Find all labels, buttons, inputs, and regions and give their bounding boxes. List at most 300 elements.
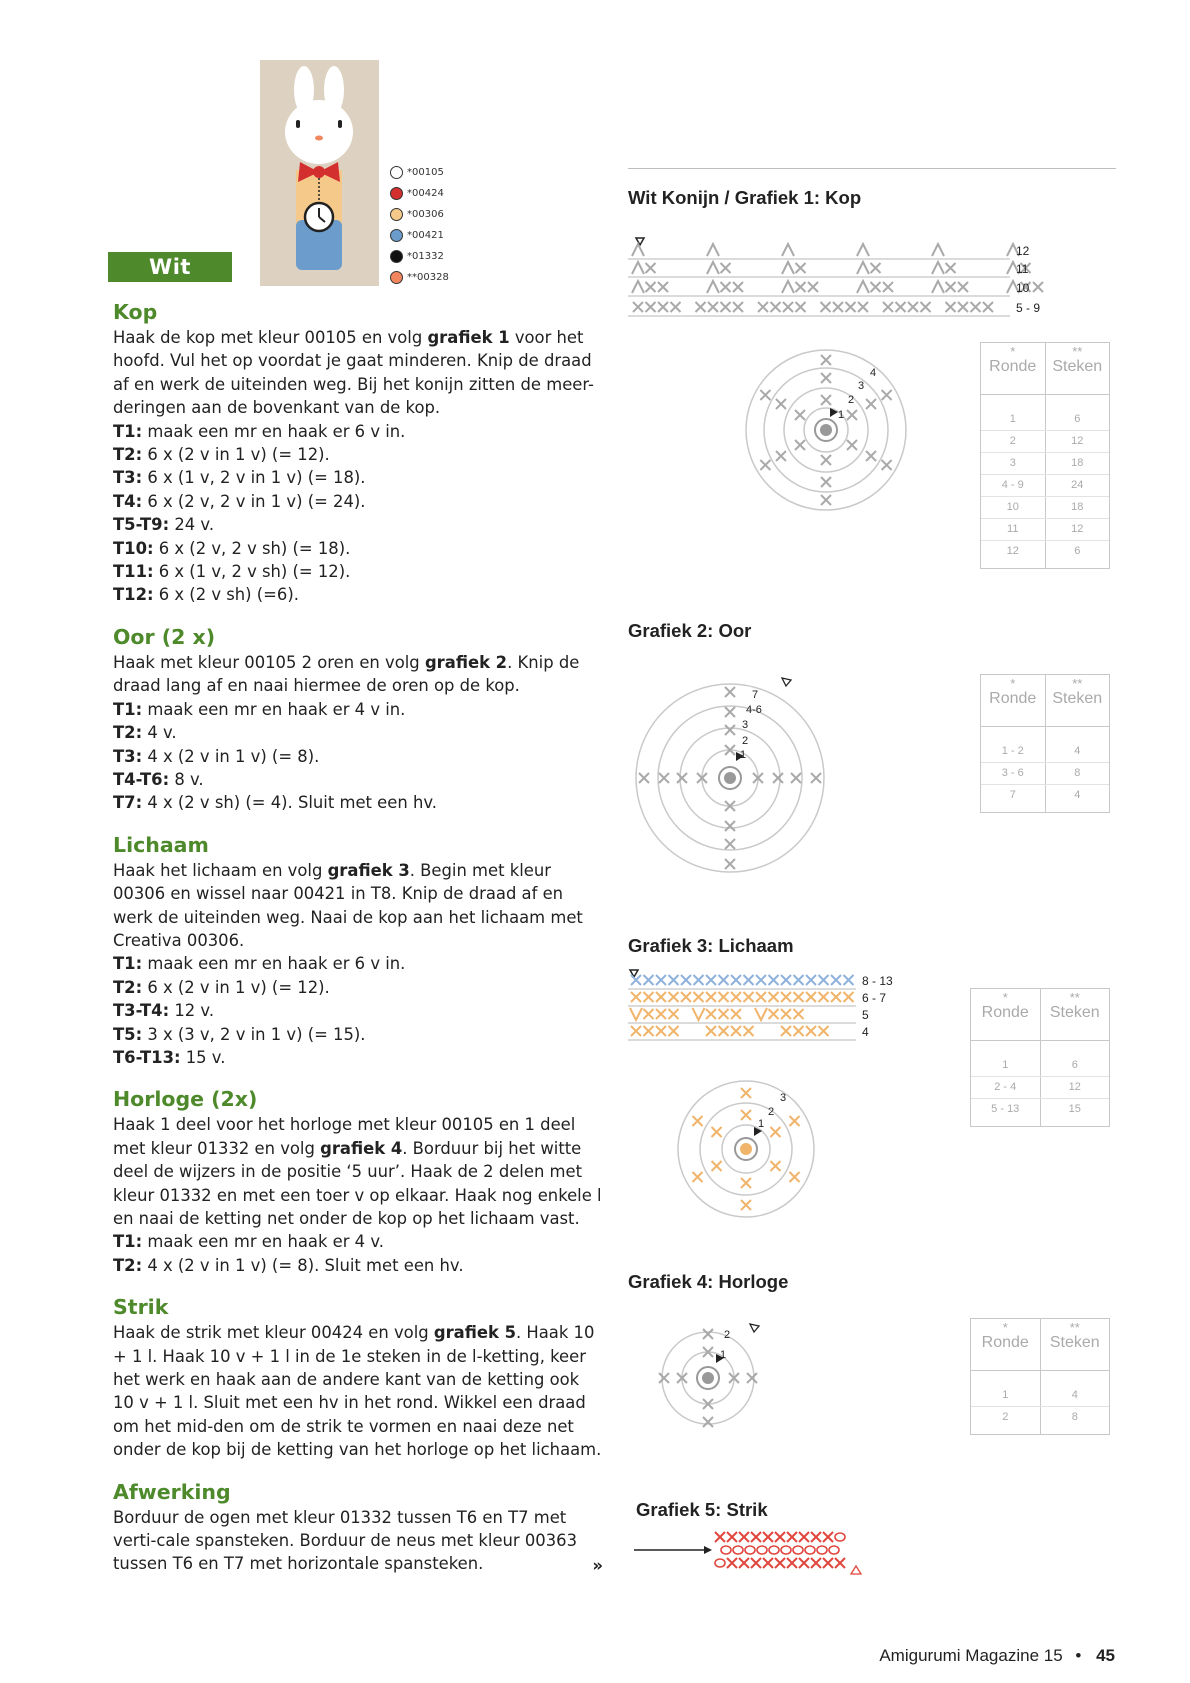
single-crochet-mark — [671, 302, 681, 312]
decrease-mark — [782, 262, 794, 274]
graph4-round-chart — [652, 1318, 782, 1438]
single-crochet-mark — [958, 302, 968, 312]
decrease-mark — [632, 281, 644, 293]
round-label: T2: — [113, 1255, 143, 1275]
section-heading: Kop — [113, 300, 158, 324]
single-crochet-mark — [806, 1026, 816, 1036]
graph-reference: grafiek 1 — [427, 328, 510, 347]
table-header — [981, 675, 1109, 727]
decrease-mark — [707, 262, 719, 274]
single-crochet-mark — [739, 1558, 749, 1568]
round-instruction — [113, 443, 603, 466]
section-horloge — [113, 1085, 603, 1277]
row-label: 4 — [870, 367, 877, 379]
table-spacer — [971, 1120, 1109, 1126]
table-spacer — [981, 806, 1109, 812]
table-cell: 12 — [1045, 431, 1110, 452]
single-crochet-mark — [787, 1532, 797, 1542]
single-crochet-mark — [775, 1558, 785, 1568]
round-instruction — [113, 791, 603, 814]
single-crochet-mark — [681, 992, 691, 1002]
single-crochet-mark — [760, 390, 770, 400]
single-crochet-mark — [819, 1026, 829, 1036]
header-label: Ronde — [989, 358, 1037, 375]
row-label: 3 — [742, 719, 749, 731]
single-crochet-mark — [821, 455, 831, 465]
single-crochet-mark — [882, 390, 892, 400]
legend-code: *00424 — [407, 188, 444, 199]
single-crochet-mark — [725, 839, 735, 849]
single-crochet-mark — [770, 1161, 780, 1171]
single-crochet-mark — [727, 1558, 737, 1568]
single-crochet-mark — [706, 992, 716, 1002]
page-number: 45 — [1096, 1646, 1115, 1665]
table-header — [971, 989, 1109, 1041]
single-crochet-mark — [744, 992, 754, 1002]
table-row — [981, 474, 1109, 496]
legend-code: *00105 — [407, 167, 444, 178]
chain-mark — [805, 1546, 815, 1554]
single-crochet-mark — [794, 1009, 804, 1019]
section-heading: Afwerking — [113, 1479, 231, 1504]
table-row — [971, 1098, 1109, 1120]
table-cell: 6 — [1045, 541, 1110, 562]
single-crochet-mark — [771, 302, 781, 312]
single-crochet-mark — [656, 992, 666, 1002]
row-label: 2 — [848, 394, 855, 406]
single-crochet-mark — [633, 302, 643, 312]
row-label: 2 — [768, 1106, 775, 1118]
single-crochet-mark — [806, 975, 816, 985]
table-cell: 1 — [1002, 1059, 1009, 1071]
single-crochet-mark — [747, 1373, 757, 1383]
graph3-title: Grafiek 3: Lichaam — [628, 935, 794, 956]
round-instruction — [113, 583, 603, 606]
single-crochet-mark — [731, 975, 741, 985]
single-crochet-mark — [769, 1009, 779, 1019]
intro-text: Haak 1 deel voor het horloge met kleur 00105 en 1 deel met kleur 01332 en volg — [113, 1115, 576, 1158]
single-crochet-mark — [769, 975, 779, 985]
single-crochet-mark — [741, 1178, 751, 1188]
table-header — [971, 1319, 1109, 1371]
single-crochet-mark — [871, 282, 881, 292]
round-instruction — [113, 1023, 603, 1046]
decrease-mark — [782, 244, 794, 256]
table-cell: 4 — [1045, 741, 1110, 762]
intro-text: Haak met kleur 00105 2 oren en volg — [113, 652, 425, 672]
table-cell: 12 — [1006, 545, 1019, 557]
table-cell: 11 — [1007, 523, 1019, 535]
round-instruction — [113, 490, 603, 513]
section-heading: Horloge (2x) — [113, 1087, 258, 1112]
row-label: 4-6 — [746, 704, 762, 716]
section-intro — [113, 326, 603, 420]
section-lichaam — [113, 831, 603, 1070]
single-crochet-mark — [946, 282, 956, 292]
row-label: 1 — [740, 749, 747, 761]
single-crochet-mark — [681, 975, 691, 985]
page-title: Wit konijn — [108, 252, 232, 282]
single-crochet-mark — [725, 687, 735, 697]
legend-code: **00328 — [407, 272, 449, 283]
round-instruction — [113, 1046, 603, 1069]
increase-mark — [630, 1008, 642, 1020]
section-intro — [113, 1113, 603, 1230]
single-crochet-mark — [819, 992, 829, 1002]
single-crochet-mark — [758, 302, 768, 312]
row-label: 2 — [742, 735, 749, 747]
single-crochet-mark — [751, 1532, 761, 1542]
table-cell: 4 — [1040, 1385, 1110, 1406]
single-crochet-mark — [725, 821, 735, 831]
single-crochet-mark — [669, 992, 679, 1002]
single-crochet-mark — [799, 1532, 809, 1542]
single-crochet-mark — [823, 1558, 833, 1568]
single-crochet-mark — [725, 859, 735, 869]
round-instruction — [113, 721, 603, 744]
table-row — [981, 496, 1109, 518]
round-label: T3: — [113, 746, 143, 766]
round-label: T1: — [113, 421, 143, 441]
header-star: ** — [1072, 344, 1083, 359]
single-crochet-mark — [871, 263, 881, 273]
row-label: 12 — [1016, 244, 1030, 258]
round-instruction — [113, 513, 603, 536]
column-header — [971, 1319, 1040, 1370]
single-crochet-mark — [808, 282, 818, 292]
single-crochet-mark — [781, 992, 791, 1002]
section-strik — [113, 1293, 603, 1461]
graph4-table — [970, 1318, 1110, 1435]
round-label: T1: — [113, 699, 143, 719]
round-label: T11: — [113, 562, 154, 582]
color-swatch-icon — [390, 250, 403, 263]
intro-text: voor het hoofd. Vul het op voordat je gaat minderen. Knip de draad af en werk de uiteinden weg. Bij het konijn zitten de meer-deringen aan de bovenkant van de kop. — [113, 328, 594, 418]
graph5-chart — [634, 1528, 874, 1584]
table-cell: 18 — [1045, 497, 1110, 518]
single-crochet-mark — [794, 992, 804, 1002]
single-crochet-mark — [794, 975, 804, 985]
single-crochet-mark — [725, 725, 735, 735]
end-marker-icon — [851, 1566, 861, 1574]
row-label: 5 — [862, 1008, 869, 1022]
single-crochet-mark — [719, 1009, 729, 1019]
section-intro — [113, 859, 603, 953]
single-crochet-mark — [806, 992, 816, 1002]
chain-mark — [835, 1533, 845, 1541]
table-row — [981, 540, 1109, 562]
top-divider — [628, 168, 1116, 169]
single-crochet-mark — [789, 1116, 799, 1126]
table-row — [971, 1406, 1109, 1428]
single-crochet-mark — [796, 282, 806, 292]
column-header — [1045, 343, 1110, 394]
round-text: maak een mr en haak er 6 v in. — [142, 954, 406, 974]
table-cell: 24 — [1045, 475, 1110, 496]
single-crochet-mark — [946, 263, 956, 273]
single-crochet-mark — [696, 302, 706, 312]
column-header — [981, 343, 1045, 394]
round-label: T1: — [113, 954, 143, 974]
round-instruction — [113, 768, 603, 791]
magic-ring-center-icon — [740, 1143, 752, 1155]
rabbit-illustration — [260, 60, 379, 286]
row-label: 2 — [724, 1329, 731, 1341]
round-instruction — [113, 420, 603, 443]
single-crochet-mark — [770, 1127, 780, 1137]
single-crochet-mark — [821, 477, 831, 487]
single-crochet-mark — [725, 707, 735, 717]
single-crochet-mark — [983, 302, 993, 312]
single-crochet-mark — [896, 302, 906, 312]
header-label: Ronde — [981, 1334, 1029, 1351]
increase-mark — [693, 1008, 705, 1020]
round-text: 3 x (3 v, 2 v in 1 v) (= 15). — [142, 1024, 366, 1044]
magic-ring-center-icon — [724, 772, 736, 784]
row-label: 1 — [838, 409, 845, 421]
instructions-column — [113, 298, 603, 1593]
decrease-mark — [932, 262, 944, 274]
table-spacer — [981, 562, 1109, 568]
color-swatch-icon — [390, 166, 403, 179]
round-text: maak een mr en haak er 4 v. — [142, 1232, 384, 1252]
section-intro — [113, 1321, 603, 1461]
header-star: * — [1010, 344, 1016, 359]
table-spacer — [971, 1371, 1109, 1385]
round-label: T2: — [113, 445, 143, 465]
table-cell: 1 - 2 — [1001, 745, 1024, 757]
single-crochet-mark — [706, 975, 716, 985]
single-crochet-mark — [644, 975, 654, 985]
single-crochet-mark — [776, 451, 786, 461]
single-crochet-mark — [794, 1026, 804, 1036]
graph4-title: Grafiek 4: Horloge — [628, 1271, 789, 1292]
single-crochet-mark — [741, 1088, 751, 1098]
single-crochet-mark — [844, 975, 854, 985]
round-instruction — [113, 1230, 603, 1253]
table-cell: 3 — [1009, 457, 1016, 469]
decrease-mark — [932, 244, 944, 256]
page-footer — [879, 1646, 1115, 1666]
header-label: Steken — [1049, 1334, 1100, 1351]
round-label: T3: — [113, 468, 143, 488]
single-crochet-mark — [719, 1026, 729, 1036]
single-crochet-mark — [821, 355, 831, 365]
round-label: T2: — [113, 723, 143, 743]
round-text: 4 x (2 v in 1 v) (= 8). — [142, 746, 320, 766]
start-marker-icon — [782, 678, 791, 686]
intro-text: . Knip de draad lang af en naai hiermee de oren op de kop. — [113, 652, 580, 696]
row-label: 6 - 7 — [862, 991, 887, 1005]
footer-bullet: • — [1075, 1646, 1082, 1665]
single-crochet-mark — [769, 992, 779, 1002]
single-crochet-mark — [795, 410, 805, 420]
chain-mark — [733, 1546, 743, 1554]
single-crochet-mark — [669, 1009, 679, 1019]
round-text: 6 x (1 v, 2 v in 1 v) (= 18). — [142, 468, 366, 488]
single-crochet-mark — [883, 302, 893, 312]
single-crochet-mark — [823, 1532, 833, 1542]
single-crochet-mark — [883, 282, 893, 292]
intro-text: . Haak 10 + 1 l. Haak 10 v + 1 l in de 1e steken in de l-ketting, keer het werk en haak aan de andere kant van de ketting ook 10 v + 1 l. Sluit met een hv in het rond. Wikkel een draad om het mid-den om de strik te vormen en naai deze net onder de kop bij de ketting van het horloge op het lichaam. — [113, 1323, 602, 1460]
round-label: T5-T9: — [113, 515, 170, 535]
single-crochet-mark — [796, 302, 806, 312]
round-label: T2: — [113, 977, 143, 997]
decrease-mark — [632, 244, 644, 256]
single-crochet-mark — [706, 1009, 716, 1019]
row-label: 8 - 13 — [862, 974, 893, 988]
round-label: T12: — [113, 585, 154, 605]
graph2-title: Grafiek 2: Oor — [628, 620, 752, 641]
single-crochet-mark — [656, 1009, 666, 1019]
table-cell: 4 — [1045, 785, 1110, 806]
row-label: 5 - 9 — [1016, 301, 1041, 315]
decrease-mark — [932, 281, 944, 293]
section-heading: Oor (2 x) — [113, 624, 216, 649]
round-instruction — [113, 1254, 603, 1277]
round-label: T7: — [113, 793, 143, 813]
table-cell: 18 — [1045, 453, 1110, 474]
round-text: 4 v. — [142, 723, 177, 743]
header-star: * — [1002, 1320, 1008, 1335]
table-row — [981, 518, 1109, 540]
round-instruction — [113, 537, 603, 560]
single-crochet-mark — [866, 399, 876, 409]
single-crochet-mark — [811, 1532, 821, 1542]
graph-reference: grafiek 4 — [320, 1138, 403, 1158]
row-label: 1 — [720, 1349, 727, 1361]
column-header — [1045, 675, 1110, 726]
graph2-table — [980, 674, 1110, 813]
decrease-mark — [857, 262, 869, 274]
color-legend — [390, 162, 480, 288]
header-label: Steken — [1049, 1004, 1100, 1021]
single-crochet-mark — [781, 1009, 791, 1019]
single-crochet-mark — [776, 399, 786, 409]
single-crochet-mark — [831, 992, 841, 1002]
intro-text: Borduur de ogen met kleur 01332 tussen T6 en T7 met verti-cale spansteken. Borduur de neus met kleur 00363 tussen T6 en T7 met horizontale spansteken. — [113, 1507, 578, 1574]
round-instruction — [113, 466, 603, 489]
color-swatch-icon — [390, 271, 403, 284]
column-header — [1040, 1319, 1110, 1370]
single-crochet-mark — [721, 282, 731, 292]
round-label: T4: — [113, 491, 143, 511]
decrease-mark — [782, 281, 794, 293]
section-intro — [113, 651, 603, 698]
round-text: 24 v. — [169, 515, 215, 535]
chain-mark — [757, 1546, 767, 1554]
table-cell: 2 - 4 — [994, 1081, 1017, 1093]
graph1-rows-chart — [624, 236, 1044, 326]
table-header — [981, 343, 1109, 395]
table-row — [981, 452, 1109, 474]
table-cell: 6 — [1040, 1055, 1110, 1076]
header-label: Steken — [1052, 358, 1103, 375]
round-instruction — [113, 698, 603, 721]
single-crochet-mark — [819, 975, 829, 985]
single-crochet-mark — [921, 302, 931, 312]
single-crochet-mark — [646, 302, 656, 312]
single-crochet-mark — [811, 773, 821, 783]
table-spacer — [971, 1041, 1109, 1055]
round-label: T5: — [113, 1024, 143, 1044]
graph-reference: grafiek 3 — [327, 860, 410, 880]
round-text: 12 v. — [169, 1001, 215, 1021]
header-star: ** — [1069, 1320, 1080, 1335]
single-crochet-mark — [751, 1558, 761, 1568]
intro-text: . Begin met kleur 00306 en wissel naar 00421 in T8. Knip de draad af en werk de uiteinden weg. Naai de kop aan het lichaam met Creativa 00306. — [113, 860, 583, 950]
single-crochet-mark — [739, 1532, 749, 1542]
single-crochet-mark — [703, 1329, 713, 1339]
single-crochet-mark — [795, 440, 805, 450]
chain-mark — [793, 1546, 803, 1554]
round-label: T4-T6: — [113, 769, 170, 789]
single-crochet-mark — [781, 975, 791, 985]
table-cell: 5 - 13 — [991, 1103, 1020, 1115]
single-crochet-mark — [694, 975, 704, 985]
graph1-title: Wit Konijn / Grafiek 1: Kop — [628, 187, 862, 208]
intro-text: Haak het lichaam en volg — [113, 860, 328, 880]
chain-mark — [781, 1546, 791, 1554]
table-row — [981, 762, 1109, 784]
single-crochet-mark — [741, 1110, 751, 1120]
magic-ring-center-icon — [820, 424, 832, 436]
round-label: T1: — [113, 1232, 143, 1252]
single-crochet-mark — [656, 1026, 666, 1036]
single-crochet-mark — [811, 1558, 821, 1568]
single-crochet-mark — [971, 302, 981, 312]
single-crochet-mark — [763, 1558, 773, 1568]
single-crochet-mark — [783, 302, 793, 312]
table-spacer — [981, 727, 1109, 741]
single-crochet-mark — [821, 495, 831, 505]
decrease-mark — [857, 244, 869, 256]
round-instruction — [113, 952, 603, 975]
legend-item — [390, 204, 480, 225]
single-crochet-mark — [719, 975, 729, 985]
table-cell: 12 — [1040, 1077, 1110, 1098]
decrease-mark — [857, 281, 869, 293]
intro-text: Haak de strik met kleur 00424 en volg — [113, 1323, 434, 1343]
row-label: 3 — [858, 380, 865, 392]
single-crochet-mark — [669, 1026, 679, 1036]
single-crochet-mark — [821, 395, 831, 405]
single-crochet-mark — [677, 773, 687, 783]
table-cell: 4 - 9 — [1001, 479, 1024, 491]
single-crochet-mark — [946, 302, 956, 312]
single-crochet-mark — [781, 1026, 791, 1036]
start-marker-icon — [750, 1324, 759, 1332]
section-oor — [113, 623, 603, 815]
table-row — [981, 430, 1109, 452]
table-row — [981, 741, 1109, 762]
single-crochet-mark — [646, 263, 656, 273]
table-cell: 6 — [1045, 409, 1110, 430]
intro-text: . Borduur bij het witte deel de wijzers in de positie ‘5 uur’. Haak de 2 delen met kleur 01332 en met een toer v op elkaar. Haak nog enkele l en naai de ketting net onder de kop op het lichaam vast. — [113, 1138, 602, 1228]
single-crochet-mark — [694, 992, 704, 1002]
direction-arrow-icon — [704, 1546, 712, 1554]
table-cell: 10 — [1006, 501, 1019, 513]
legend-code: *00306 — [407, 209, 444, 220]
legend-item — [390, 246, 480, 267]
single-crochet-mark — [733, 282, 743, 292]
table-cell: 3 - 6 — [1001, 767, 1024, 779]
single-crochet-mark — [775, 1532, 785, 1542]
single-crochet-mark — [644, 1009, 654, 1019]
single-crochet-mark — [693, 1172, 703, 1182]
single-crochet-mark — [715, 1532, 725, 1542]
row-label: 7 — [752, 689, 759, 701]
